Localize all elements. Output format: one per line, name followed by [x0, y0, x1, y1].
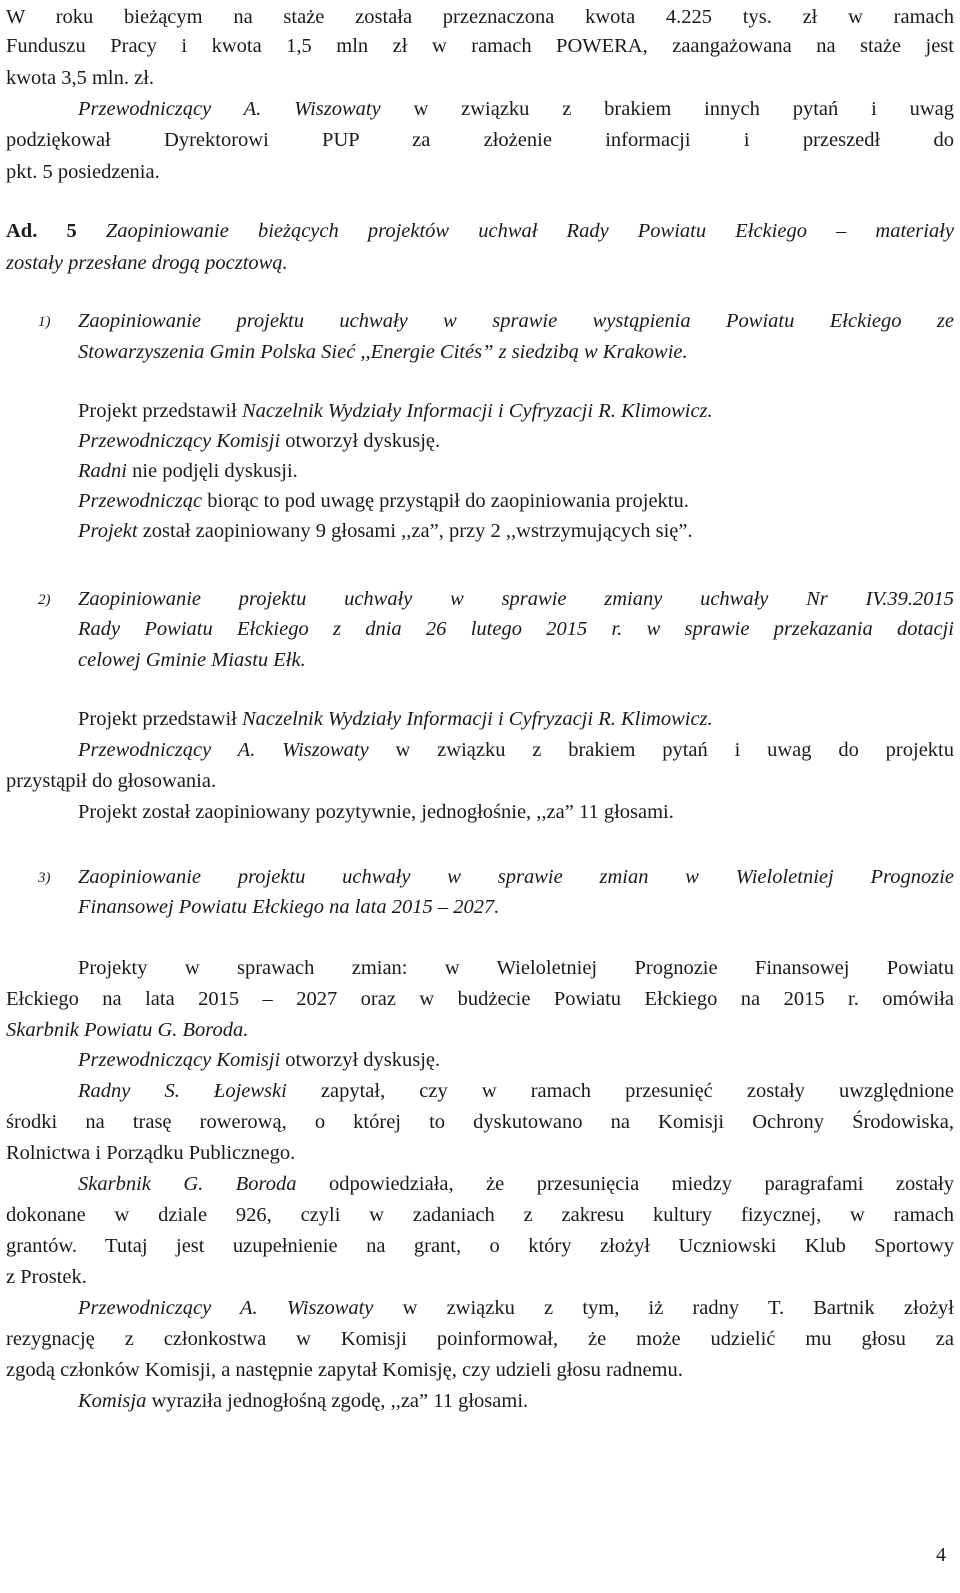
text-line [78, 516, 954, 546]
text-line [78, 426, 954, 456]
text-line [78, 1293, 954, 1323]
list-number: 3) [38, 870, 51, 886]
text-span: Komisja [78, 1390, 147, 1412]
text-span: odpowiedziała, że przesunięcia miedzy paragrafami zostały [296, 1173, 954, 1195]
text-line: Rolnictwa i Porządku Publicznego. [6, 1142, 296, 1164]
text-span: w związku z brakiem pytań i uwag do projektu [368, 739, 954, 761]
list-number: 1) [38, 314, 51, 330]
text-span: Projekt przedstawił [78, 400, 242, 422]
text-span: Przewodniczący Komisji [78, 1049, 281, 1071]
list-item-title: Rady Powiatu Ełckiego z dnia 26 lutego 2015 r. w sprawie przekazania dotacji [78, 618, 954, 640]
text-span: w związku z brakiem innych pytań i uwag [380, 98, 954, 120]
text-line: podziękował Dyrektorowi PUP za złożenie informacji i przeszedł do [6, 129, 954, 151]
list-number: 2) [38, 592, 51, 608]
section-heading-cont: zostały przesłane drogą pocztową. [6, 252, 288, 274]
text-line [78, 735, 954, 765]
text-line: W roku bieżącym na staże została przeznaczona kwota 4.225 tys. zł w ramach [6, 6, 954, 28]
text-line: zgodą członków Komisji, a następnie zapytał Komisję, czy udzieli głosu radnemu. [6, 1359, 683, 1381]
text-span: Radny S. Łojewski [78, 1080, 287, 1102]
text-line: grantów. Tutaj jest uzupełnienie na grant, o który złożył Uczniowski Klub Sportowy [6, 1235, 954, 1257]
list-item-title: Zaopiniowanie projektu uchwały w sprawie wystąpienia Powiatu Ełckiego ze [78, 310, 954, 332]
text-span: biorąc to pod uwagę przystąpił do zaopiniowania projektu. [202, 490, 689, 512]
text-span: otworzył dyskusję. [280, 430, 441, 452]
text-span: Naczelnik Wydziały Informacji i Cyfryzacji R. Klimowicz. [241, 708, 713, 730]
text-line: z Prostek. [6, 1266, 87, 1288]
text-span: Projekt przedstawił [78, 708, 242, 730]
page-number: 4 [936, 1544, 946, 1566]
text-span: nie podjęli dyskusji. [126, 460, 298, 482]
text-span: otworzył dyskusję. [280, 1049, 441, 1071]
text-line [78, 1076, 954, 1106]
text-line: dokonane w dziale 926, czyli w zadaniach z zakresu kultury fizycznej, w ramach [6, 1204, 954, 1226]
text-line [78, 704, 954, 734]
text-line: pkt. 5 posiedzenia. [6, 161, 160, 183]
text-line [78, 486, 954, 516]
text-line [78, 396, 954, 426]
text-span: Przewodnicząc [78, 490, 203, 512]
section-title: Zaopiniowanie bieżących projektów uchwał Rady Powiatu Ełckiego – materiały [76, 220, 954, 242]
text-line: Projekty w sprawach zmian: w Wieloletniej Prognozie Finansowej Powiatu [78, 957, 954, 979]
text-line [78, 1386, 954, 1416]
text-line [78, 1045, 954, 1075]
text-line: Ełckiego na lata 2015 – 2027 oraz w budżecie Powiatu Ełckiego na 2015 r. omówiła [6, 988, 954, 1010]
text-span: został zaopiniowany 9 głosami ,,za”, przy 2 ,,wstrzymujących się”. [137, 520, 693, 542]
text-line [78, 1169, 954, 1199]
text-span: Przewodniczący A. Wiszowaty [78, 1297, 374, 1319]
section-label: Ad. 5 [6, 220, 77, 242]
list-item-title: celowej Gminie Miastu Ełk. [78, 649, 306, 671]
text-line: środki na trasę rowerową, o której to dyskutowano na Komisji Ochrony Środowiska, [6, 1111, 954, 1133]
list-item-title: Stowarzyszenia Gmin Polska Sieć ,,Energie Cités” z siedzibą w Krakowie. [78, 341, 688, 363]
text-span: Projekt [78, 520, 138, 542]
text-line: Projekt został zaopiniowany pozytywnie, jednogłośnie, ,,za” 11 głosami. [78, 801, 674, 823]
speaker-name: Przewodniczący A. Wiszowaty [78, 98, 381, 120]
text-span: Przewodniczący Komisji [78, 430, 281, 452]
list-item-title: Finansowej Powiatu Ełckiego na lata 2015 – 2027. [78, 896, 500, 918]
text-line: rezygnację z członkostwa w Komisji poinformował, że może udzielić mu głosu za [6, 1328, 954, 1350]
list-item-title: Zaopiniowanie projektu uchwały w sprawie zmiany uchwały Nr IV.39.2015 [78, 588, 954, 610]
text-span: Skarbnik G. Boroda [78, 1173, 297, 1195]
text-span: wyraziła jednogłośną zgodę, ,,za” 11 głosami. [146, 1390, 529, 1412]
section-heading [6, 216, 954, 246]
text-line [78, 456, 954, 486]
text-span: Radni [78, 460, 127, 482]
list-item-title: Zaopiniowanie projektu uchwały w sprawie zmian w Wieloletniej Prognozie [78, 866, 954, 888]
text-span: Przewodniczący A. Wiszowaty [78, 739, 369, 761]
text-line [78, 94, 954, 124]
text-line: Funduszu Pracy i kwota 1,5 mln zł w ramach POWERA, zaangażowana na staże jest [6, 35, 954, 57]
text-line: przystąpił do głosowania. [6, 770, 217, 792]
text-line: Skarbnik Powiatu G. Boroda. [6, 1019, 249, 1041]
text-span: w związku z tym, iż radny T. Bartnik złożył [373, 1297, 954, 1319]
text-span: Naczelnik Wydziały Informacji i Cyfryzacji R. Klimowicz. [241, 400, 713, 422]
text-line: kwota 3,5 mln. zł. [6, 67, 155, 89]
text-span: zapytał, czy w ramach przesunięć zostały uwzględnione [286, 1080, 954, 1102]
